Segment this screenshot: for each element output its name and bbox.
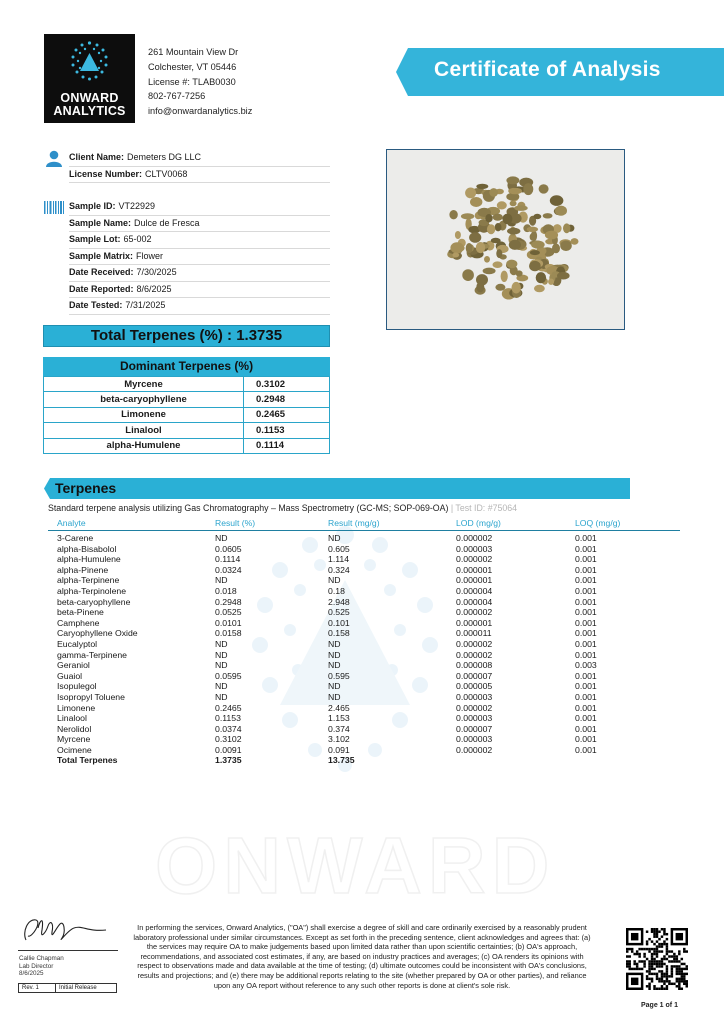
- result-mgg-cell: 13.735: [328, 755, 355, 766]
- sample-lot-value: 65-002: [123, 234, 152, 244]
- table-row: [57, 639, 657, 650]
- address-line2: Colchester, VT 05446: [148, 61, 237, 72]
- result-mgg-cell: 0.595: [328, 670, 350, 681]
- analyte-cell: 3-Carene: [57, 533, 94, 543]
- signer-date: 8/6/2025: [19, 970, 44, 977]
- method-description: [48, 503, 517, 513]
- sample-name-value: Dulce de Fresca: [134, 217, 200, 228]
- column-header-analyte: Analyte: [57, 518, 86, 528]
- analyte-cell: Total Terpenes: [57, 755, 118, 766]
- result-percent-cell: ND: [215, 691, 228, 702]
- table-row: [44, 392, 330, 407]
- terpenes-table-body: [57, 533, 657, 766]
- result-mgg-cell: 2.948: [328, 596, 350, 607]
- lod-cell: 0.000002: [456, 638, 493, 649]
- table-row: [57, 544, 657, 555]
- disclaimer-text: In performing the services, Onward Analytics, ("OA") shall exercise a degree of skill and care ordinarily exercised by a reasonably prudent laboratory professional under similar circumstances. Except as set forth in the preceding sentence, client acknowledges and agrees that: (a) the services may require OA to make judgements based upon limited data rather than upon scientific certainties; (b) OA's approach, recommendations, and associated cost estimates, if any, are based on industry practices and averages; (c) OA renders its opinions with respect to observations made and data available at the time of testing; (d) ultimate outcomes could be inconsistent with OA's conclusions, results and projections; and (e) there may be additional reports relating to the site (whether prepared by OA or other parties), and reliance upon any OA report without reference to any such other reports is done at client's sole risk.: [133, 923, 591, 990]
- table-row: [57, 565, 657, 576]
- loq-cell: 0.001: [575, 543, 597, 554]
- analyte-cell: Limonene: [44, 407, 244, 422]
- table-row: [44, 423, 330, 438]
- result-percent-cell: 0.0158: [215, 628, 242, 639]
- analyte-cell: Ocimene: [57, 744, 92, 755]
- result-mgg-cell: ND: [328, 681, 341, 692]
- result-mgg-cell: 0.101: [328, 617, 350, 628]
- result-mgg-cell: ND: [328, 649, 341, 660]
- result-percent-cell: ND: [215, 649, 228, 660]
- analyte-cell: beta-caryophyllene: [44, 392, 244, 407]
- result-mgg-cell: 1.153: [328, 713, 350, 724]
- result-mgg-cell: ND: [328, 691, 341, 702]
- result-percent-cell: 0.0091: [215, 744, 242, 755]
- lod-cell: 0.000004: [456, 585, 493, 596]
- result-percent-cell: ND: [215, 638, 228, 649]
- lab-license: License #: TLAB0030: [148, 76, 236, 87]
- loq-cell: 0.001: [575, 585, 597, 596]
- lod-cell: 0.000002: [456, 554, 493, 565]
- date-tested-value: 7/31/2025: [125, 300, 166, 310]
- person-icon: [45, 150, 63, 172]
- terpenes-section-title: Terpenes: [55, 480, 117, 496]
- table-row: [57, 692, 657, 703]
- email: info@onwardanalytics.biz: [148, 106, 253, 117]
- result-mgg-cell: 0.605: [328, 543, 350, 554]
- column-header-result-mgg: Result (mg/g): [328, 518, 380, 528]
- loq-cell: 0.001: [575, 638, 597, 649]
- result-mgg-cell: 0.18: [328, 585, 345, 596]
- signature-line: [18, 950, 118, 951]
- date-received-field: [69, 265, 330, 282]
- loq-cell: 0.001: [575, 617, 597, 628]
- lod-cell: 0.000004: [456, 596, 493, 607]
- lod-cell: 0.000001: [456, 617, 493, 628]
- sample-matrix-label: Sample Matrix:: [69, 250, 134, 261]
- loq-cell: 0.001: [575, 564, 597, 575]
- analyte-cell: beta-Pinene: [57, 607, 104, 618]
- logo-text-line2: ANALYTICS: [53, 104, 126, 118]
- loq-cell: 0.003: [575, 660, 597, 671]
- analyte-cell: Eucalyptol: [57, 638, 98, 649]
- result-percent-cell: 0.0605: [215, 543, 242, 554]
- total-row: [57, 755, 657, 766]
- lod-cell: 0.000003: [456, 734, 493, 745]
- result-mgg-cell: 0.091: [328, 744, 350, 755]
- loq-cell: 0.001: [575, 723, 597, 734]
- table-row: [57, 745, 657, 756]
- table-row: [57, 586, 657, 597]
- lod-cell: 0.000001: [456, 575, 493, 586]
- analyte-cell: alpha-Bisabolol: [57, 543, 117, 554]
- result-percent-cell: ND: [215, 533, 228, 543]
- sample-lot-label: Sample Lot:: [69, 234, 121, 244]
- column-header-loq: LOQ (mg/g): [575, 518, 621, 528]
- loq-cell: 0.001: [575, 649, 597, 660]
- result-percent-cell: 0.0324: [215, 564, 242, 575]
- lod-cell: 0.000003: [456, 543, 493, 554]
- phone: 802-767-7256: [148, 91, 206, 102]
- lod-cell: 0.000002: [456, 744, 493, 755]
- loq-cell: 0.001: [575, 702, 597, 713]
- analyte-cell: Myrcene: [44, 377, 244, 392]
- license-number-value: CLTV0068: [145, 168, 188, 179]
- dominant-terpenes-title: Dominant Terpenes (%): [43, 357, 330, 376]
- result-percent-cell: 0.2948: [215, 596, 242, 607]
- value-cell: 0.2465: [244, 407, 330, 422]
- document-title: Certificate of Analysis: [434, 58, 661, 81]
- analyte-cell: Linalool: [44, 423, 244, 438]
- result-mgg-cell: 0.158: [328, 628, 350, 639]
- barcode-icon: [44, 201, 64, 219]
- result-percent-cell: 0.018: [215, 585, 237, 596]
- date-reported-label: Date Reported:: [69, 283, 134, 294]
- loq-cell: 0.001: [575, 734, 597, 745]
- loq-cell: 0.001: [575, 554, 597, 565]
- value-cell: 0.2948: [244, 392, 330, 407]
- terpenes-table-header: [48, 517, 680, 531]
- revision-box: [18, 983, 117, 993]
- analyte-cell: alpha-Terpinene: [57, 575, 120, 586]
- table-row: [57, 713, 657, 724]
- result-percent-cell: 0.0595: [215, 670, 242, 681]
- result-percent-cell: ND: [215, 660, 228, 671]
- license-number-field: [69, 167, 330, 184]
- result-mgg-cell: 0.374: [328, 723, 350, 734]
- result-mgg-cell: 2.465: [328, 702, 350, 713]
- table-row: [57, 681, 657, 692]
- company-logo: [44, 34, 135, 123]
- result-percent-cell: 0.1153: [215, 713, 241, 724]
- result-mgg-cell: 0.324: [328, 564, 350, 575]
- result-percent-cell: ND: [215, 575, 228, 586]
- table-row: [44, 438, 330, 453]
- result-percent-cell: 1.3735: [215, 755, 242, 766]
- cannabis-flower-image: [387, 150, 625, 330]
- analyte-cell: alpha-Humulene: [57, 554, 121, 565]
- analyte-cell: beta-caryophyllene: [57, 596, 131, 607]
- result-mgg-cell: 1.114: [328, 554, 350, 565]
- signer-name: Callie Chapman: [19, 955, 64, 962]
- table-row: [44, 407, 330, 422]
- lod-cell: 0.000003: [456, 691, 493, 702]
- lod-cell: 0.000011: [456, 628, 492, 639]
- lod-cell: 0.000002: [456, 533, 493, 543]
- client-name-value: Demeters DG LLC: [127, 152, 202, 162]
- sample-lot-field: [69, 232, 330, 249]
- table-row: [57, 618, 657, 629]
- loq-cell: 0.001: [575, 575, 597, 586]
- analyte-cell: Isopropyl Toluene: [57, 691, 125, 702]
- table-row: [57, 724, 657, 735]
- column-header-lod: LOD (mg/g): [456, 518, 501, 528]
- loq-cell: 0.001: [575, 691, 597, 702]
- date-reported-field: [69, 282, 330, 299]
- signer-block: [19, 955, 64, 978]
- sample-matrix-field: [69, 249, 330, 266]
- table-row: [57, 628, 657, 639]
- result-mgg-cell: ND: [328, 533, 341, 543]
- client-name-field: [69, 150, 330, 167]
- revision-number: Rev. 1: [22, 985, 39, 991]
- logo-text-line1: ONWARD: [60, 91, 119, 105]
- value-cell: 0.3102: [244, 377, 330, 392]
- lod-cell: 0.000007: [456, 670, 493, 681]
- analyte-cell: alpha-Humulene: [44, 438, 244, 453]
- date-tested-label: Date Tested:: [69, 300, 123, 310]
- analyte-cell: Isopulegol: [57, 681, 97, 692]
- address-line1: 261 Mountain View Dr: [148, 47, 239, 57]
- loq-cell: 0.001: [575, 744, 597, 755]
- date-received-label: Date Received:: [69, 267, 134, 277]
- analyte-cell: Limonene: [57, 702, 96, 713]
- analyte-cell: alpha-Terpinolene: [57, 585, 127, 596]
- date-received-value: 7/30/2025: [136, 267, 177, 277]
- loq-cell: 0.001: [575, 670, 597, 681]
- title-banner: [396, 48, 724, 96]
- sample-name-field: [69, 216, 330, 233]
- loq-cell: 0.001: [575, 596, 597, 607]
- dominant-terpenes-table: [43, 376, 330, 454]
- analyte-cell: Myrcene: [57, 734, 91, 745]
- revision-status: Initial Release: [59, 985, 97, 991]
- sample-id-value: VT22929: [118, 201, 156, 211]
- analyte-cell: gamma-Terpinene: [57, 649, 128, 660]
- loq-cell: 0.001: [575, 607, 597, 618]
- lod-cell: 0.000001: [456, 564, 493, 575]
- client-name-label: Client Name:: [69, 152, 125, 162]
- result-percent-cell: 0.3102: [215, 734, 242, 745]
- logo-mark-icon: [44, 34, 135, 94]
- watermark-text: ONWARD: [155, 821, 556, 910]
- result-percent-cell: ND: [215, 681, 228, 692]
- table-row: [57, 671, 657, 682]
- date-reported-value: 8/6/2025: [136, 283, 172, 294]
- result-mgg-cell: 3.102: [328, 734, 350, 745]
- result-mgg-cell: ND: [328, 638, 341, 649]
- section-bar-shape: [44, 478, 630, 499]
- loq-cell: 0.001: [575, 533, 597, 543]
- test-id: | Test ID: #75064: [448, 503, 518, 513]
- sample-matrix-value: Flower: [136, 250, 164, 261]
- terpenes-section-header: [44, 478, 630, 499]
- result-percent-cell: 0.0525: [215, 607, 242, 618]
- result-mgg-cell: ND: [328, 660, 341, 671]
- table-row: [57, 650, 657, 661]
- qr-code-icon[interactable]: [626, 928, 688, 990]
- sample-name-label: Sample Name:: [69, 217, 132, 228]
- lod-cell: 0.000003: [456, 713, 493, 724]
- lod-cell: 0.000007: [456, 723, 493, 734]
- analyte-cell: Linalool: [57, 713, 87, 724]
- page-number: Page 1 of 1: [641, 1002, 678, 1009]
- loq-cell: 0.001: [575, 681, 597, 692]
- value-cell: 0.1114: [244, 438, 330, 453]
- company-address: [148, 45, 252, 119]
- sample-id-field: [69, 199, 330, 216]
- sample-photo: [386, 149, 625, 330]
- analyte-cell: Camphene: [57, 617, 100, 628]
- result-mgg-cell: ND: [328, 575, 341, 586]
- total-terpenes-summary: Total Terpenes (%) : 1.3735: [43, 325, 330, 347]
- analyte-cell: Geraniol: [57, 660, 90, 671]
- result-percent-cell: 0.1114: [215, 554, 241, 565]
- analyte-cell: Caryophyllene Oxide: [57, 628, 138, 639]
- table-row: [57, 554, 657, 565]
- lod-cell: 0.000005: [456, 681, 493, 692]
- method-text: Standard terpene analysis utilizing Gas Chromatography – Mass Spectrometry (GC-MS; SOP-069-OA): [48, 503, 449, 513]
- table-row: [57, 660, 657, 671]
- value-cell: 0.1153: [244, 423, 330, 438]
- result-mgg-cell: 0.525: [328, 607, 350, 618]
- result-percent-cell: 0.0374: [215, 723, 242, 734]
- table-row: [57, 734, 657, 745]
- sample-id-label: Sample ID:: [69, 201, 116, 211]
- lod-cell: 0.000008: [456, 660, 493, 671]
- result-percent-cell: 0.2465: [215, 702, 242, 713]
- analyte-cell: Nerolidol: [57, 723, 92, 734]
- lod-cell: 0.000002: [456, 702, 493, 713]
- table-row: [57, 607, 657, 618]
- analyte-cell: alpha-Pinene: [57, 564, 109, 575]
- lod-cell: 0.000002: [456, 649, 493, 660]
- signer-title: Lab Director: [19, 962, 54, 970]
- loq-cell: 0.001: [575, 713, 597, 724]
- loq-cell: 0.001: [575, 628, 597, 639]
- table-row: [57, 575, 657, 586]
- table-row: [57, 597, 657, 608]
- license-number-label: License Number:: [69, 168, 143, 179]
- table-row: [57, 533, 657, 544]
- date-tested-field: [69, 298, 330, 315]
- result-percent-cell: 0.0101: [215, 617, 242, 628]
- table-row: [57, 703, 657, 714]
- signature-image: [18, 910, 118, 950]
- analyte-cell: Guaiol: [57, 670, 83, 681]
- column-header-result-percent: Result (%): [215, 518, 256, 528]
- lod-cell: 0.000002: [456, 607, 493, 618]
- table-row: [44, 377, 330, 392]
